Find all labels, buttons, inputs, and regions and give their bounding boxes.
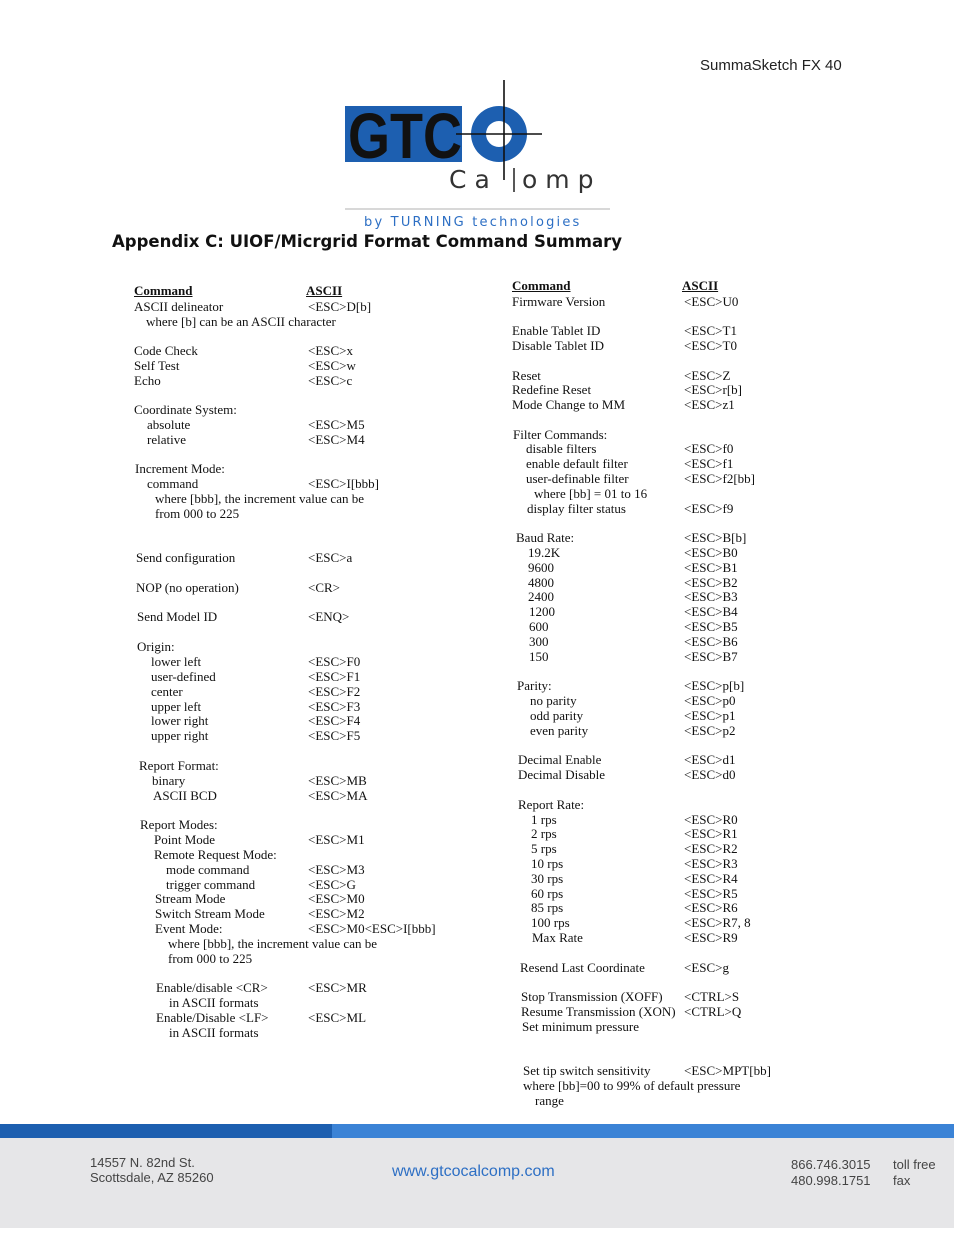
command-label: 1200 (529, 604, 555, 619)
command-label: Report Format: (139, 758, 219, 773)
command-label: lower left (151, 654, 202, 669)
ascii-code: <ESC>M2 (308, 906, 365, 921)
command-label: 85 rps (531, 900, 564, 915)
command-label: lower right (151, 713, 209, 728)
command-label: ASCII BCD (153, 788, 217, 803)
footer-phone-tollfree: 866.746.3015 (791, 1157, 871, 1172)
ascii-code: <ESC>p0 (684, 693, 736, 708)
logo-tagline: by TURNING technologies (364, 215, 582, 230)
ascii-code: <ESC>MB (308, 773, 367, 788)
command-label: Coordinate System: (134, 402, 237, 417)
command-label: Set minimum pressure (522, 1019, 639, 1034)
left-header-ascii: ASCII (306, 283, 343, 298)
left-command-table (134, 284, 474, 1044)
command-label: 100 rps (531, 915, 570, 930)
command-label: mode command (166, 862, 250, 877)
ascii-code: <ESC>F2 (308, 684, 361, 699)
command-label: 300 (529, 634, 549, 649)
right-header-ascii: ASCII (682, 278, 719, 293)
command-label: Mode Change to MM (512, 397, 626, 412)
ascii-code: <ESC>f0 (684, 441, 734, 456)
product-name: SummaSketch FX 40 (700, 57, 842, 74)
command-label: Switch Stream Mode (155, 906, 265, 921)
ascii-code: <ESC>I[bbb] (308, 476, 379, 491)
ascii-code: <ESC>x (308, 343, 354, 358)
svg-text:GTC: GTC (348, 100, 462, 172)
ascii-code: <ESC>p2 (684, 723, 736, 738)
ascii-code: <ESC>p[b] (684, 678, 745, 693)
ascii-code: <ESC>M5 (308, 417, 365, 432)
command-label: even parity (530, 723, 589, 738)
ascii-code: <ESC>R1 (684, 826, 738, 841)
ascii-code: <ESC>MA (308, 788, 368, 803)
ascii-code: <ESC>d0 (684, 767, 736, 782)
ascii-code: <ESC>M1 (308, 832, 365, 847)
ascii-code: <ESC>ML (308, 1010, 367, 1025)
command-label: 10 rps (531, 856, 564, 871)
command-label: center (151, 684, 183, 699)
command-label: where [bbb], the increment value can be (168, 936, 377, 951)
ascii-code: <ESC>G (308, 877, 356, 892)
ascii-code: <ESC>D[b] (308, 299, 372, 314)
svg-text:omp: omp (522, 165, 602, 194)
ascii-code: <ESC>f1 (684, 456, 734, 471)
command-label: Decimal Disable (518, 767, 605, 782)
footer-address-line2: Scottsdale, AZ 85260 (90, 1170, 214, 1185)
command-label: Resend Last Coordinate (520, 960, 645, 975)
command-label: Increment Mode: (135, 461, 225, 476)
command-label: 1 rps (531, 812, 557, 827)
ascii-code: <ESC>B6 (684, 634, 738, 649)
command-label: trigger command (166, 877, 256, 892)
command-label: Disable Tablet ID (512, 338, 604, 353)
command-label: disable filters (526, 441, 597, 456)
ascii-code: <ESC>B[b] (684, 530, 747, 545)
ascii-code: <ESC>R4 (684, 871, 738, 886)
ascii-code: <ESC>MPT[bb] (684, 1063, 771, 1078)
command-label: 4800 (528, 575, 554, 590)
command-label: Max Rate (532, 930, 583, 945)
command-label: Remote Request Mode: (154, 847, 277, 862)
footer-website-link[interactable]: www.gtcocalcomp.com (392, 1163, 555, 1180)
command-label: Parity: (517, 678, 552, 693)
ascii-code: <ESC>p1 (684, 708, 736, 723)
command-label: enable default filter (526, 456, 628, 471)
footer-phone-tollfree-label: toll free (893, 1157, 936, 1172)
command-label: Stop Transmission (XOFF) (521, 989, 663, 1004)
ascii-code: <ESC>B0 (684, 545, 738, 560)
ascii-code: <ESC>f2[bb] (684, 471, 755, 486)
command-label: Origin: (137, 639, 175, 654)
gtco-calcomp-logo (344, 80, 612, 230)
ascii-code: <ESC>B3 (684, 589, 738, 604)
ascii-code: <ESC>B1 (684, 560, 738, 575)
ascii-code: <ESC>B2 (684, 575, 738, 590)
ascii-code: <ESC>F0 (308, 654, 361, 669)
right-header-command: Command (512, 278, 571, 293)
ascii-code: <ESC>w (308, 358, 356, 373)
command-label: 9600 (528, 560, 554, 575)
command-label: Report Rate: (518, 797, 585, 812)
right-command-table (512, 279, 802, 1109)
command-label: Filter Commands: (513, 427, 608, 442)
ascii-code: <ESC>d1 (684, 752, 736, 767)
ascii-code: <ESC>c (308, 373, 353, 388)
command-label: relative (147, 432, 186, 447)
command-label: where [bbb], the increment value can be (155, 491, 364, 506)
command-label: Stream Mode (155, 891, 226, 906)
ascii-code: <ESC>B4 (684, 604, 738, 619)
ascii-code: <ESC>R3 (684, 856, 738, 871)
command-label: 600 (529, 619, 549, 634)
ascii-code: <ESC>R0 (684, 812, 738, 827)
command-label: Enable Tablet ID (512, 323, 601, 338)
command-label: in ASCII formats (169, 995, 259, 1010)
ascii-code: <ESC>R9 (684, 930, 738, 945)
ascii-code: <ESC>B7 (684, 649, 738, 664)
footer-address-line1: 14557 N. 82nd St. (90, 1155, 195, 1170)
command-label: 30 rps (531, 871, 564, 886)
command-label: Self Test (134, 358, 180, 373)
command-label: where [bb] = 01 to 16 (534, 486, 648, 501)
command-label: binary (152, 773, 186, 788)
ascii-code: <ESC>z1 (684, 397, 735, 412)
ascii-code: <ESC>F4 (308, 713, 361, 728)
command-label: 2 rps (531, 826, 557, 841)
command-label: Decimal Enable (518, 752, 602, 767)
command-label: command (147, 476, 199, 491)
ascii-code: <ESC>M0 (308, 891, 365, 906)
command-label: Echo (134, 373, 161, 388)
command-label: Code Check (134, 343, 198, 358)
command-label: Point Mode (154, 832, 216, 847)
ascii-code: <ESC>F3 (308, 699, 361, 714)
command-label: 60 rps (531, 886, 564, 901)
ascii-code: <ESC>T1 (684, 323, 737, 338)
ascii-code: <ESC>M4 (308, 432, 365, 447)
command-label: in ASCII formats (169, 1025, 259, 1040)
command-label: Event Mode: (155, 921, 223, 936)
command-label: ASCII delineator (134, 299, 224, 314)
ascii-code: <ESC>M0<ESC>I[bbb] (308, 921, 436, 936)
ascii-code: <ESC>R5 (684, 886, 738, 901)
command-label: Report Modes: (140, 817, 218, 832)
command-label: Baud Rate: (516, 530, 575, 545)
command-label: odd parity (530, 708, 584, 723)
footer-bar-light (332, 1124, 954, 1138)
command-label: display filter status (527, 501, 626, 516)
command-label: Firmware Version (512, 294, 606, 309)
ascii-code: <ESC>r[b] (684, 382, 742, 397)
command-label: Send Model ID (137, 609, 218, 624)
ascii-code: <ESC>Z (684, 368, 731, 383)
ascii-code: <ESC>M3 (308, 862, 365, 877)
left-header-command: Command (134, 283, 193, 298)
footer-phone-fax: 480.998.1751 (791, 1173, 871, 1188)
ascii-code: <ESC>B5 (684, 619, 738, 634)
command-label: Enable/Disable <LF> (156, 1010, 269, 1025)
ascii-code: <ESC>g (684, 960, 730, 975)
command-label: 19.2K (528, 545, 561, 560)
command-label: Redefine Reset (512, 382, 592, 397)
ascii-code: <ESC>R6 (684, 900, 738, 915)
command-label: where [bb]=00 to 99% of default pressure (523, 1078, 741, 1093)
command-label: 2400 (528, 589, 554, 604)
command-label: NOP (no operation) (136, 580, 239, 595)
logo-brand-bottom: Ca (449, 165, 498, 194)
page-title: Appendix C: UIOF/Micrgrid Format Command Summary (112, 232, 622, 251)
ascii-code: <ENQ> (308, 609, 350, 624)
footer-bar-dark (0, 1124, 332, 1138)
ascii-code: <ESC>a (308, 550, 353, 565)
ascii-code: <ESC>R7, 8 (684, 915, 751, 930)
command-label: from 000 to 225 (155, 506, 240, 521)
command-label: Set tip switch sensitivity (523, 1063, 651, 1078)
ascii-code: <ESC>U0 (684, 294, 739, 309)
ascii-code: <CTRL>S (684, 989, 740, 1004)
command-label: absolute (147, 417, 191, 432)
command-label: 150 (529, 649, 549, 664)
footer-phone-fax-label: fax (893, 1173, 911, 1188)
ascii-code: <CTRL>Q (684, 1004, 742, 1019)
command-label: upper right (151, 728, 209, 743)
ascii-code: <ESC>F5 (308, 728, 361, 743)
command-label: user-definable filter (526, 471, 629, 486)
command-label: upper left (151, 699, 202, 714)
command-label: where [b] can be an ASCII character (146, 314, 336, 329)
command-label: 5 rps (531, 841, 557, 856)
command-label: Reset (512, 368, 541, 383)
ascii-code: <ESC>MR (308, 980, 367, 995)
command-label: range (535, 1093, 564, 1108)
command-label: no parity (530, 693, 577, 708)
ascii-code: <ESC>T0 (684, 338, 737, 353)
command-label: Resume Transmission (XON) (521, 1004, 676, 1019)
command-label: from 000 to 225 (168, 951, 253, 966)
command-label: Send configuration (136, 550, 236, 565)
ascii-code: <ESC>F1 (308, 669, 361, 684)
ascii-code: <ESC>R2 (684, 841, 738, 856)
command-label: user-defined (151, 669, 216, 684)
command-label: Enable/disable <CR> (156, 980, 268, 995)
ascii-code: <ESC>f9 (684, 501, 734, 516)
ascii-code: <CR> (308, 580, 341, 595)
